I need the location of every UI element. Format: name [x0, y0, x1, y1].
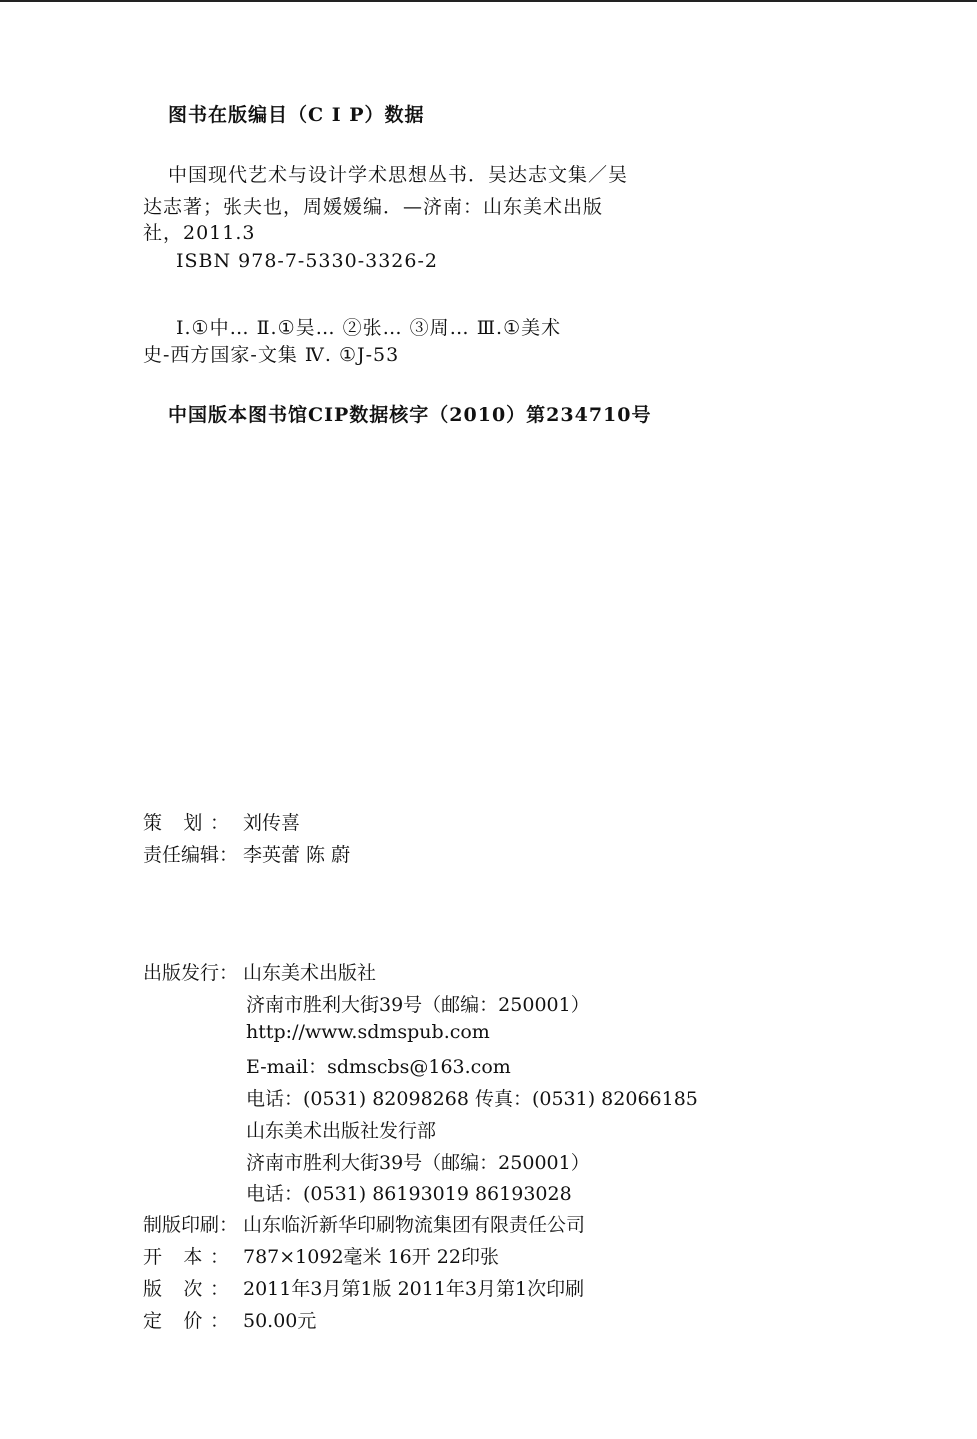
- edition-label: 版 次：: [143, 1278, 229, 1300]
- planner-row: [143, 808, 300, 835]
- cip-heading: 图书在版编目（C I P）数据: [168, 104, 425, 126]
- cip-number: 中国版本图书馆CIP数据核字（2010）第234710号: [168, 404, 652, 426]
- publisher-label: 出版发行：: [143, 962, 239, 984]
- cip-description-line-3: 社，2011.3: [143, 222, 256, 244]
- editor-label: 责任编辑：: [143, 844, 239, 866]
- price-row: [143, 1306, 316, 1333]
- edition-row: [143, 1274, 584, 1301]
- format-row: [143, 1242, 499, 1269]
- isbn: ISBN 978-7-5330-3326-2: [176, 250, 438, 272]
- publisher-row: [143, 958, 376, 985]
- cip-description-line-1: 中国现代艺术与设计学术思想丛书．吴达志文集／吴: [168, 164, 629, 186]
- edition-value: 2011年3月第1版 2011年3月第1次印刷: [243, 1278, 585, 1300]
- planner-label: 策 划：: [143, 812, 229, 834]
- editor-row: [143, 840, 350, 867]
- publisher-address: 济南市胜利大街39号（邮编：250001）: [246, 994, 590, 1016]
- format-value: 787×1092毫米 16开 22印张: [243, 1246, 499, 1268]
- distribution-dept: 山东美术出版社发行部: [246, 1120, 437, 1142]
- editor-names: 李英蕾 陈 蔚: [243, 844, 351, 866]
- publisher-email: E-mail：sdmscbs@163.com: [246, 1056, 511, 1078]
- printer-row: [143, 1210, 585, 1237]
- price-label: 定 价：: [143, 1310, 229, 1332]
- format-label: 开 本：: [143, 1246, 229, 1268]
- printer-label: 制版印刷：: [143, 1214, 239, 1236]
- planner-name: 刘传喜: [243, 812, 301, 834]
- publisher-phone-fax: 电话：(0531) 82098268 传真：(0531) 82066185: [246, 1088, 698, 1110]
- distribution-phone: 电话：(0531) 86193019 86193028: [246, 1183, 572, 1205]
- classification-line-2: 史-西方国家-文集 Ⅳ. ①J-53: [143, 344, 400, 366]
- distribution-address: 济南市胜利大街39号（邮编：250001）: [246, 1152, 590, 1174]
- publisher-name: 山东美术出版社: [243, 962, 377, 984]
- classification-line-1: Ⅰ.①中… Ⅱ.①吴… ②张… ③周… Ⅲ.①美术: [176, 317, 562, 339]
- top-border-line: [0, 0, 977, 2]
- printer-name: 山东临沂新华印刷物流集团有限责任公司: [243, 1214, 586, 1236]
- cip-description-line-2: 达志著；张夫也，周媛媛编．—济南：山东美术出版: [143, 196, 604, 218]
- price-value: 50.00元: [243, 1310, 317, 1332]
- publisher-website: http://www.sdmspub.com: [246, 1021, 490, 1043]
